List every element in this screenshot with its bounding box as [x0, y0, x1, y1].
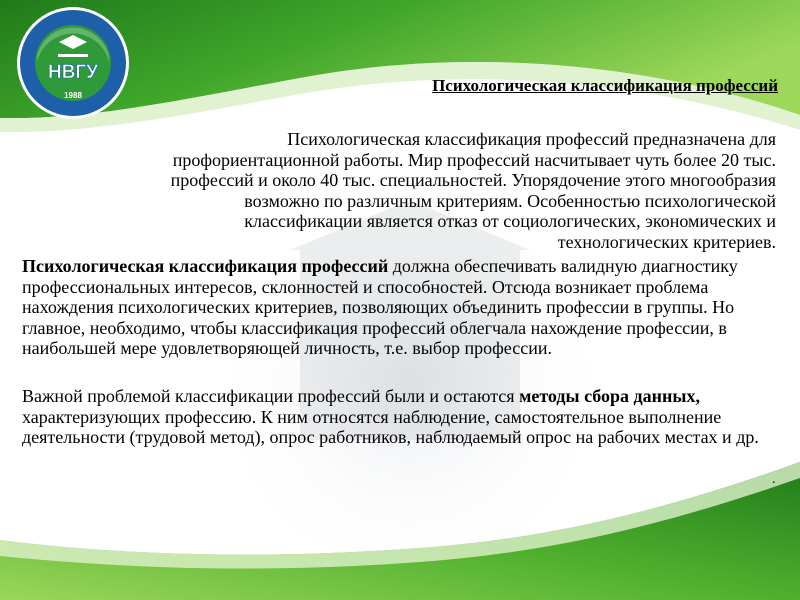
intro-line: возможно по различным критериям. Особенностью психологической [244, 190, 776, 211]
university-logo [14, 4, 132, 122]
logo-abbr: НВГУ [47, 62, 99, 83]
paragraph-validity-text: должна обеспечивать валидную диагностику профессиональных интересов, склонностей и способностей. Отсюда возникает проблема нахождения психологических критериев, позволяющих объединить профессии в группы. Но главное, необходимо, чтобы классификация профессий облегчала нахождение профессии, в наибольшей мере удовлетворяющей личность, т.е. выбор профессии. [22, 256, 738, 359]
paragraph-validity-bold: Психологическая классификация профессий [22, 256, 389, 276]
trailing-dot: . [772, 472, 776, 487]
intro-line: профориентационной работы. Мир профессий насчитывает чуть более 20 тыс. [172, 149, 776, 170]
intro-line: классификации является отказ от социологических, экономических и [244, 211, 776, 232]
intro-line: профессий и около 40 тыс. специальностей. Упорядочение этого многообразия [170, 170, 776, 191]
intro-line: Психологическая классификация профессий предназначена для [287, 129, 776, 149]
intro-line: технологических критериев. [557, 231, 776, 252]
paragraph-methods-start: Важной проблемой классификации профессий были и остаются [22, 386, 520, 406]
paragraph-validity [22, 256, 782, 359]
paragraph-methods-text: характеризующих профессию. К ним относятся наблюдение, самостоятельное выполнение деятельности (трудовой метод), опрос работников, наблюдаемый опрос на рабочих местах и др. [22, 406, 759, 448]
logo-year: 1988 [64, 91, 82, 100]
paragraph-methods-bold: методы сбора данных, [519, 386, 700, 406]
paragraph-methods [22, 386, 782, 448]
intro-paragraph [40, 129, 776, 253]
slide-title: Психологическая классификация профессий [432, 76, 778, 95]
